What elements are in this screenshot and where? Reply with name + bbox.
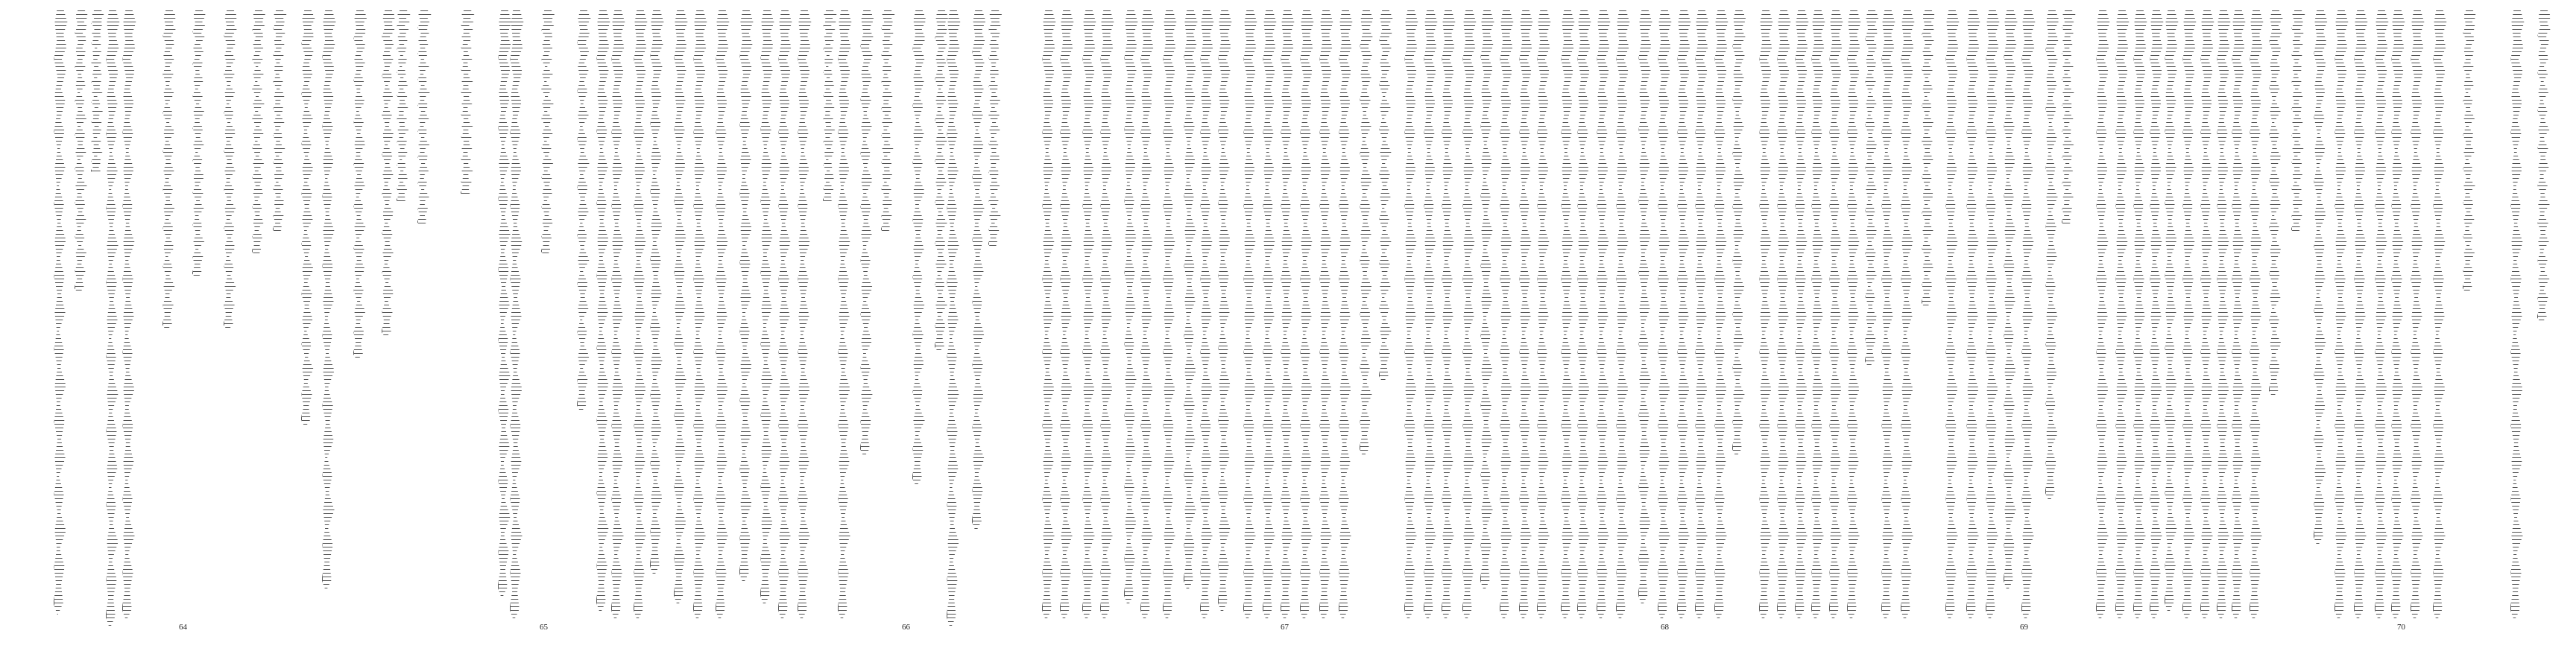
script-line [122, 10, 136, 621]
script-line [417, 10, 432, 226]
script-line [693, 10, 707, 621]
text-column [458, 10, 477, 197]
text-column [119, 10, 139, 621]
text-column [1613, 10, 1632, 621]
text-column [2112, 10, 2132, 621]
page-number-70: 70 [2397, 623, 2405, 632]
text-column [2059, 10, 2078, 226]
text-column [690, 10, 710, 621]
text-column [1711, 10, 1731, 621]
script-line [860, 10, 874, 457]
text-column [538, 10, 558, 256]
text-column [2534, 10, 2554, 323]
text-column [1459, 10, 1479, 621]
text-column [1963, 10, 1983, 621]
page-number-65: 65 [540, 623, 548, 632]
page-number-66: 66 [902, 623, 910, 632]
script-line [2463, 10, 2477, 293]
text-column [1260, 10, 1279, 621]
script-line [1695, 10, 1709, 621]
script-line [510, 10, 524, 621]
script-line [1945, 10, 1960, 621]
text-column [1983, 10, 2002, 621]
text-column [1534, 10, 1553, 621]
script-line [739, 10, 754, 584]
script-line [2165, 10, 2179, 614]
text-column [2332, 10, 2351, 621]
script-line [1732, 10, 1746, 457]
script-line [2232, 10, 2246, 621]
script-line [577, 10, 591, 413]
script-line [1281, 10, 1295, 621]
text-column [985, 10, 1005, 249]
script-line [1759, 10, 1773, 621]
script-line [2375, 10, 2389, 621]
script-line [273, 10, 287, 234]
text-column [1655, 10, 1674, 621]
script-line [1319, 10, 1333, 621]
script-line [1200, 10, 1214, 621]
script-line [322, 10, 336, 591]
text-column [189, 10, 209, 279]
text-column [1316, 10, 1336, 621]
script-line [1424, 10, 1438, 621]
script-line [2291, 10, 2305, 234]
script-line [1795, 10, 1809, 621]
script-line [1638, 10, 1652, 606]
text-column [1477, 10, 1497, 591]
script-line [75, 10, 89, 293]
script-line [461, 10, 475, 197]
script-line [2269, 10, 2283, 398]
script-line [2200, 10, 2214, 621]
script-line [1300, 10, 1314, 621]
text-column [2247, 10, 2266, 621]
script-line [1184, 10, 1198, 591]
text-column [51, 10, 70, 615]
text-column [2001, 10, 2020, 591]
page-number-67: 67 [1281, 623, 1289, 632]
script-line [1218, 10, 1232, 614]
script-line [1986, 10, 2000, 621]
text-column [350, 10, 370, 361]
text-column [713, 10, 732, 621]
script-line [301, 10, 315, 428]
text-column [2179, 10, 2199, 621]
script-line [1163, 10, 1177, 621]
text-column [1057, 10, 1076, 621]
script-line [2411, 10, 2425, 621]
text-column [2507, 10, 2527, 621]
text-column [2430, 10, 2449, 621]
script-line [2391, 10, 2405, 621]
text-column [270, 10, 289, 234]
text-column [1692, 10, 1711, 621]
script-line [1462, 10, 1477, 621]
script-line [650, 10, 664, 577]
text-column [2288, 10, 2308, 234]
script-line [1339, 10, 1353, 621]
text-column [757, 10, 777, 606]
script-line [634, 10, 648, 621]
text-column [2311, 10, 2330, 547]
text-column [319, 10, 338, 591]
script-line [1811, 10, 1825, 621]
script-line [1677, 10, 1691, 621]
script-line [1243, 10, 1257, 621]
script-line [1379, 10, 1393, 383]
script-line [1124, 10, 1138, 606]
text-column [2162, 10, 2181, 614]
script-line [2004, 10, 2018, 591]
script-line [2354, 10, 2368, 621]
script-line [2133, 10, 2147, 621]
text-column [1516, 10, 1535, 621]
text-column [671, 10, 690, 606]
script-line [2115, 10, 2130, 621]
text-column [574, 10, 593, 413]
script-line [2250, 10, 2264, 621]
text-column [2460, 10, 2479, 293]
script-line [838, 10, 852, 621]
text-column [1594, 10, 1613, 621]
script-line [252, 10, 266, 256]
text-column [1401, 10, 1421, 621]
text-column [2093, 10, 2112, 621]
text-column [1357, 10, 1376, 457]
script-line [1480, 10, 1494, 591]
text-column [2388, 10, 2408, 621]
text-column [249, 10, 268, 256]
text-column [1942, 10, 1962, 621]
script-line [760, 10, 774, 606]
text-column [1878, 10, 1898, 621]
script-line [778, 10, 792, 621]
script-line [162, 10, 177, 331]
text-column [1729, 10, 1749, 457]
page-number-69: 69 [2020, 623, 2028, 632]
text-column [647, 10, 666, 577]
script-line [106, 10, 120, 629]
text-column [1497, 10, 1516, 621]
text-column [1297, 10, 1316, 621]
text-column [1674, 10, 1693, 621]
script-line [2045, 10, 2059, 502]
script-line [1042, 10, 1056, 621]
text-column [1160, 10, 1179, 621]
script-line [1082, 10, 1096, 621]
script-line [611, 10, 625, 621]
script-line [1404, 10, 1418, 621]
text-column [1635, 10, 1655, 606]
text-column [507, 10, 526, 621]
text-column [1421, 10, 1440, 621]
script-line [2433, 10, 2447, 621]
text-column [394, 10, 413, 204]
script-line [1442, 10, 1456, 621]
text-column [944, 10, 963, 629]
script-line [1881, 10, 1895, 621]
script-line [1060, 10, 1074, 621]
text-column [1774, 10, 1793, 621]
text-column [1240, 10, 1260, 621]
text-column [857, 10, 877, 457]
text-column [909, 10, 929, 487]
script-line [988, 10, 1003, 249]
script-line [2510, 10, 2525, 621]
text-column [2266, 10, 2285, 398]
page-number-68: 68 [1661, 623, 1669, 632]
text-column [1376, 10, 1395, 383]
text-column [1844, 10, 1863, 621]
script-line [1901, 10, 1915, 621]
text-column [1574, 10, 1594, 621]
text-column [1079, 10, 1099, 621]
script-line [1577, 10, 1591, 621]
text-column [414, 10, 434, 226]
text-column [608, 10, 628, 621]
script-line [1100, 10, 1114, 621]
script-line [1714, 10, 1729, 621]
text-column [1097, 10, 1117, 621]
script-line [1537, 10, 1551, 621]
script-line [1597, 10, 1611, 621]
script-line [1922, 10, 1936, 308]
page-number-64: 64 [179, 623, 187, 632]
text-column [221, 10, 240, 331]
script-line [881, 10, 895, 234]
script-line [947, 10, 961, 629]
text-column [1898, 10, 1917, 621]
text-column [736, 10, 756, 584]
script-line [541, 10, 555, 256]
script-line [912, 10, 926, 487]
script-line [353, 10, 367, 361]
script-line [2537, 10, 2551, 323]
text-column [2351, 10, 2370, 621]
text-column [1039, 10, 1058, 621]
script-line [972, 10, 986, 532]
text-column [1919, 10, 1938, 308]
script-line [1658, 10, 1672, 621]
script-line [1865, 10, 1879, 368]
text-column [1215, 10, 1234, 614]
script-line [1777, 10, 1791, 621]
script-line [2062, 10, 2076, 226]
script-line [2021, 10, 2036, 621]
text-column [1278, 10, 1297, 621]
script-line [1616, 10, 1630, 621]
text-column [1439, 10, 1458, 621]
script-line [192, 10, 206, 279]
script-line [1561, 10, 1575, 621]
script-line [1519, 10, 1533, 621]
text-column [160, 10, 179, 331]
script-line [674, 10, 688, 606]
script-line [1360, 10, 1374, 457]
script-line [1847, 10, 1861, 621]
script-line [798, 10, 812, 621]
text-column [1137, 10, 1157, 621]
script-line [1500, 10, 1514, 621]
script-line [397, 10, 411, 204]
script-line [1966, 10, 1980, 621]
text-column [2229, 10, 2248, 621]
text-column [1756, 10, 1775, 621]
script-line [2334, 10, 2349, 621]
script-line [54, 10, 68, 615]
script-line [1263, 10, 1277, 621]
script-line [224, 10, 238, 331]
text-column [1808, 10, 1828, 621]
text-column [1336, 10, 1355, 621]
text-column [1826, 10, 1846, 621]
script-line [1829, 10, 1843, 621]
text-column [835, 10, 854, 621]
script-line [1140, 10, 1155, 621]
text-column [775, 10, 795, 621]
script-line [2182, 10, 2197, 621]
text-column [878, 10, 897, 234]
text-column [2018, 10, 2038, 621]
script-line [2314, 10, 2328, 547]
text-column [298, 10, 318, 428]
script-line [716, 10, 730, 621]
text-column [795, 10, 814, 621]
script-line [2096, 10, 2110, 621]
text-column [2408, 10, 2427, 621]
text-column [1197, 10, 1216, 621]
